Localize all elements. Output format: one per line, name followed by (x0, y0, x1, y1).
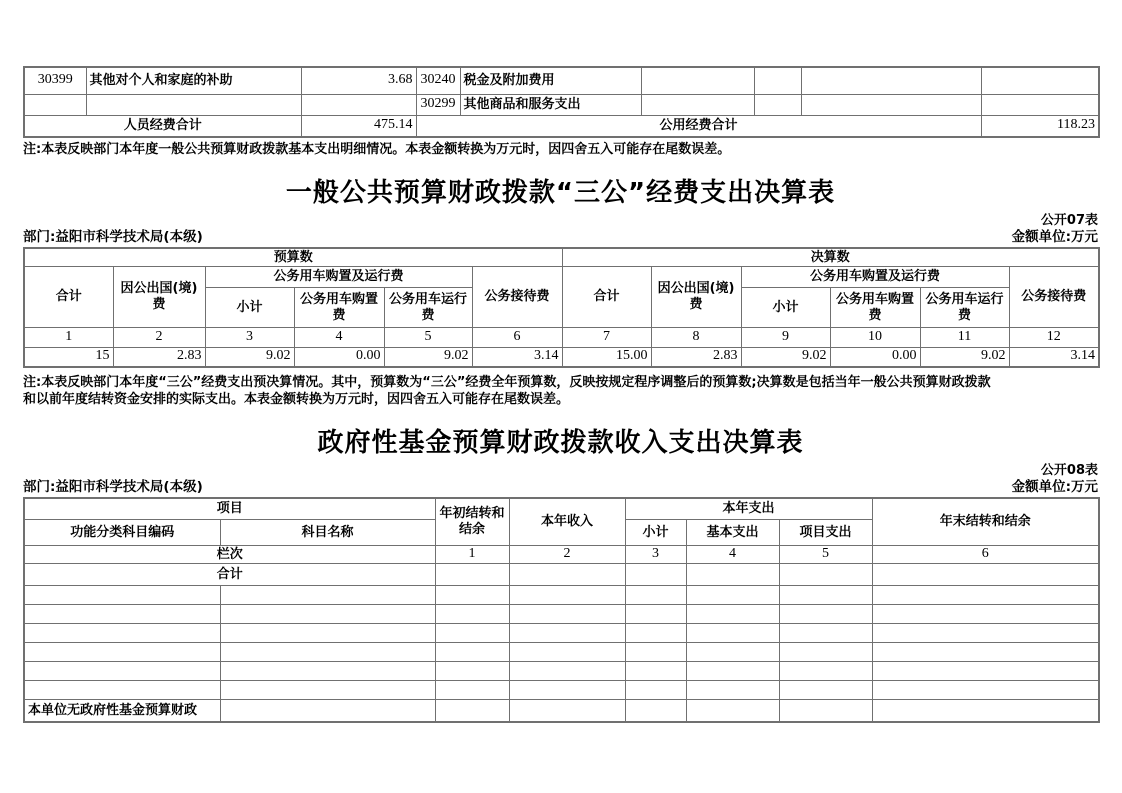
empty-cell (686, 700, 779, 722)
empty-cell (24, 681, 220, 700)
value-cell: 2.83 (113, 348, 205, 367)
amount-cell: 3.68 (301, 67, 416, 94)
table-row (24, 94, 1099, 115)
empty-cell (220, 681, 435, 700)
value-cell: 9.02 (741, 348, 830, 367)
empty-cell (872, 681, 1099, 700)
empty-cell (981, 67, 1099, 94)
empty-cell (872, 662, 1099, 681)
empty-cell (24, 643, 220, 662)
col-header-basic-expense: 基本支出 (686, 520, 779, 546)
empty-cell (509, 700, 625, 722)
col-header-function-code: 功能分类科目编码 (24, 520, 220, 546)
sangong-table (23, 247, 1100, 368)
empty-cell (625, 586, 686, 605)
empty-cell (779, 605, 872, 624)
empty-cell (435, 605, 509, 624)
value-cell: 15 (24, 348, 113, 367)
empty-cell (24, 605, 220, 624)
empty-data-row (24, 643, 1099, 662)
col-number: 11 (920, 328, 1009, 348)
sangong-unit-label: 金额单位:万元 (1011, 228, 1098, 245)
empty-cell (779, 662, 872, 681)
value-cell: 9.02 (205, 348, 294, 367)
col-number: 2 (509, 546, 625, 564)
col-header-subtotal: 小计 (741, 288, 830, 328)
empty-cell (220, 605, 435, 624)
basic-expenditure-table (23, 66, 1100, 138)
col-header-purchase: 公务用车购置费 (294, 288, 384, 328)
empty-cell (625, 643, 686, 662)
subject-name-cell: 其他对个人和家庭的补助 (86, 67, 301, 94)
empty-data-row (24, 586, 1099, 605)
empty-cell (872, 586, 1099, 605)
col-number: 2 (113, 328, 205, 348)
col-header-vehicle-group: 公务用车购置及运行费 (741, 267, 1009, 288)
col-number: 6 (872, 546, 1099, 564)
empty-cell (625, 605, 686, 624)
empty-cell (686, 586, 779, 605)
header-row (24, 498, 1099, 520)
col-header-reception: 公务接待费 (472, 267, 562, 328)
empty-data-row (24, 605, 1099, 624)
subject-code-cell: 30399 (24, 67, 86, 94)
col-number: 5 (779, 546, 872, 564)
empty-cell (625, 681, 686, 700)
empty-cell (686, 662, 779, 681)
empty-cell (779, 564, 872, 586)
empty-cell (779, 586, 872, 605)
value-cell: 3.14 (472, 348, 562, 367)
sangong-note (23, 374, 1098, 409)
value-cell: 0.00 (830, 348, 920, 367)
empty-cell (435, 681, 509, 700)
col-header-abroad: 因公出国(境)费 (113, 267, 205, 328)
empty-cell (220, 643, 435, 662)
col-header-total: 合计 (562, 267, 651, 328)
sangong-table-code: 公开07表 (1040, 212, 1098, 228)
empty-cell (872, 564, 1099, 586)
empty-cell (625, 624, 686, 643)
empty-cell (754, 67, 801, 94)
value-cell: 15.00 (562, 348, 651, 367)
fund-table-code: 公开08表 (1040, 462, 1098, 478)
value-cell: 3.14 (1009, 348, 1099, 367)
col-header-income: 本年收入 (509, 498, 625, 546)
col-header-project-expense: 项目支出 (779, 520, 872, 546)
lanci-label: 栏次 (24, 546, 435, 564)
col-header-reception: 公务接待费 (1009, 267, 1099, 328)
empty-cell (686, 624, 779, 643)
empty-cell (220, 624, 435, 643)
col-number: 12 (1009, 328, 1099, 348)
empty-cell (24, 586, 220, 605)
value-cell: 9.02 (920, 348, 1009, 367)
empty-cell (220, 700, 435, 722)
totals-row (24, 564, 1099, 586)
empty-cell (86, 94, 301, 115)
empty-cell (24, 94, 86, 115)
empty-cell (301, 94, 416, 115)
empty-cell (641, 94, 754, 115)
col-number: 6 (472, 328, 562, 348)
table-row (24, 67, 1099, 94)
subject-name-cell: 其他商品和服务支出 (460, 94, 641, 115)
empty-cell (220, 662, 435, 681)
empty-cell (641, 67, 754, 94)
fund-table-title: 政府性基金预算财政拨款收入支出决算表 (317, 427, 804, 458)
empty-cell (509, 643, 625, 662)
empty-data-row (24, 662, 1099, 681)
empty-cell (625, 564, 686, 586)
empty-cell (220, 586, 435, 605)
empty-cell (435, 700, 509, 722)
empty-cell (435, 624, 509, 643)
empty-cell (872, 624, 1099, 643)
personnel-total-label: 人员经费合计 (24, 115, 301, 137)
table1-note: 注:本表反映部门本年度一般公共预算财政拨款基本支出明细情况。本表金额转换为万元时，因四舍五入可能存在尾数误差。 (23, 142, 731, 157)
empty-cell (24, 624, 220, 643)
empty-cell (509, 662, 625, 681)
empty-cell (509, 586, 625, 605)
empty-cell (435, 662, 509, 681)
col-number: 4 (686, 546, 779, 564)
empty-cell (509, 564, 625, 586)
empty-cell (779, 700, 872, 722)
empty-cell (686, 605, 779, 624)
col-number: 7 (562, 328, 651, 348)
empty-cell (435, 643, 509, 662)
footer-row (24, 700, 1099, 722)
col-number: 1 (24, 328, 113, 348)
col-header-operation: 公务用车运行费 (384, 288, 472, 328)
col-header-subject-name: 科目名称 (220, 520, 435, 546)
header-row (24, 267, 1099, 288)
empty-cell (625, 700, 686, 722)
public-total-label: 公用经费合计 (416, 115, 981, 137)
group-header-row (24, 248, 1099, 267)
empty-cell (509, 624, 625, 643)
empty-cell (872, 643, 1099, 662)
col-header-vehicle-group: 公务用车购置及运行费 (205, 267, 472, 288)
data-row (24, 348, 1099, 367)
col-number: 4 (294, 328, 384, 348)
empty-cell (24, 662, 220, 681)
empty-cell (509, 681, 625, 700)
empty-cell (435, 564, 509, 586)
empty-cell (509, 605, 625, 624)
empty-cell (779, 681, 872, 700)
empty-data-row (24, 681, 1099, 700)
col-header-abroad: 因公出国(境)费 (651, 267, 741, 328)
value-cell: 2.83 (651, 348, 741, 367)
col-header-subtotal: 小计 (625, 520, 686, 546)
subject-code-cell: 30299 (416, 94, 460, 115)
col-number: 8 (651, 328, 741, 348)
empty-cell (625, 662, 686, 681)
col-number: 10 (830, 328, 920, 348)
fund-department: 部门:益阳市科学技术局(本级) (23, 478, 203, 495)
public-total-value: 118.23 (981, 115, 1099, 137)
subject-name-cell: 税金及附加费用 (460, 67, 641, 94)
empty-cell (872, 700, 1099, 722)
budget-group-header: 预算数 (24, 248, 562, 267)
col-header-expense: 本年支出 (625, 498, 872, 520)
col-number: 1 (435, 546, 509, 564)
empty-cell (981, 94, 1099, 115)
empty-cell (686, 564, 779, 586)
subject-code-cell: 30240 (416, 67, 460, 94)
col-header-operation: 公务用车运行费 (920, 288, 1009, 328)
personnel-total-value: 475.14 (301, 115, 416, 137)
col-header-purchase: 公务用车购置费 (830, 288, 920, 328)
column-number-row (24, 328, 1099, 348)
empty-cell (435, 586, 509, 605)
empty-cell (754, 94, 801, 115)
col-header-total: 合计 (24, 267, 113, 328)
fund-table (23, 497, 1100, 723)
col-number: 9 (741, 328, 830, 348)
sangong-note-line1: 注:本表反映部门本年度“三公”经费支出预决算情况。其中，预算数为“三公”经费全年预算数，反映按规定程序调整后的预算数;决算数是包括当年一般公共预算财政拨款 (23, 374, 991, 390)
sangong-table-title: 一般公共预算财政拨款“三公”经费支出决算表 (285, 177, 836, 208)
empty-cell (801, 94, 981, 115)
value-cell: 0.00 (294, 348, 384, 367)
col-header-project: 项目 (24, 498, 435, 520)
empty-cell (686, 681, 779, 700)
fund-footer-text: 本单位无政府性基金预算财政 (24, 700, 220, 722)
empty-cell (686, 643, 779, 662)
col-number: 3 (625, 546, 686, 564)
col-header-begin-balance: 年初结转和结余 (435, 498, 509, 546)
fund-total-label: 合计 (24, 564, 435, 586)
sangong-department: 部门:益阳市科学技术局(本级) (23, 228, 203, 245)
sangong-note-line2: 和以前年度结转资金安排的实际支出。本表金额转换为万元时，因四舍五入可能存在尾数误差。 (23, 392, 570, 408)
col-number: 5 (384, 328, 472, 348)
empty-cell (779, 624, 872, 643)
col-header-end-balance: 年末结转和结余 (872, 498, 1099, 546)
column-number-row (24, 546, 1099, 564)
empty-cell (872, 605, 1099, 624)
value-cell: 9.02 (384, 348, 472, 367)
empty-data-row (24, 624, 1099, 643)
totals-row (24, 115, 1099, 137)
col-header-subtotal: 小计 (205, 288, 294, 328)
col-number: 3 (205, 328, 294, 348)
final-group-header: 决算数 (562, 248, 1099, 267)
empty-cell (779, 643, 872, 662)
fund-unit-label: 金额单位:万元 (1011, 478, 1098, 495)
empty-cell (801, 67, 981, 94)
